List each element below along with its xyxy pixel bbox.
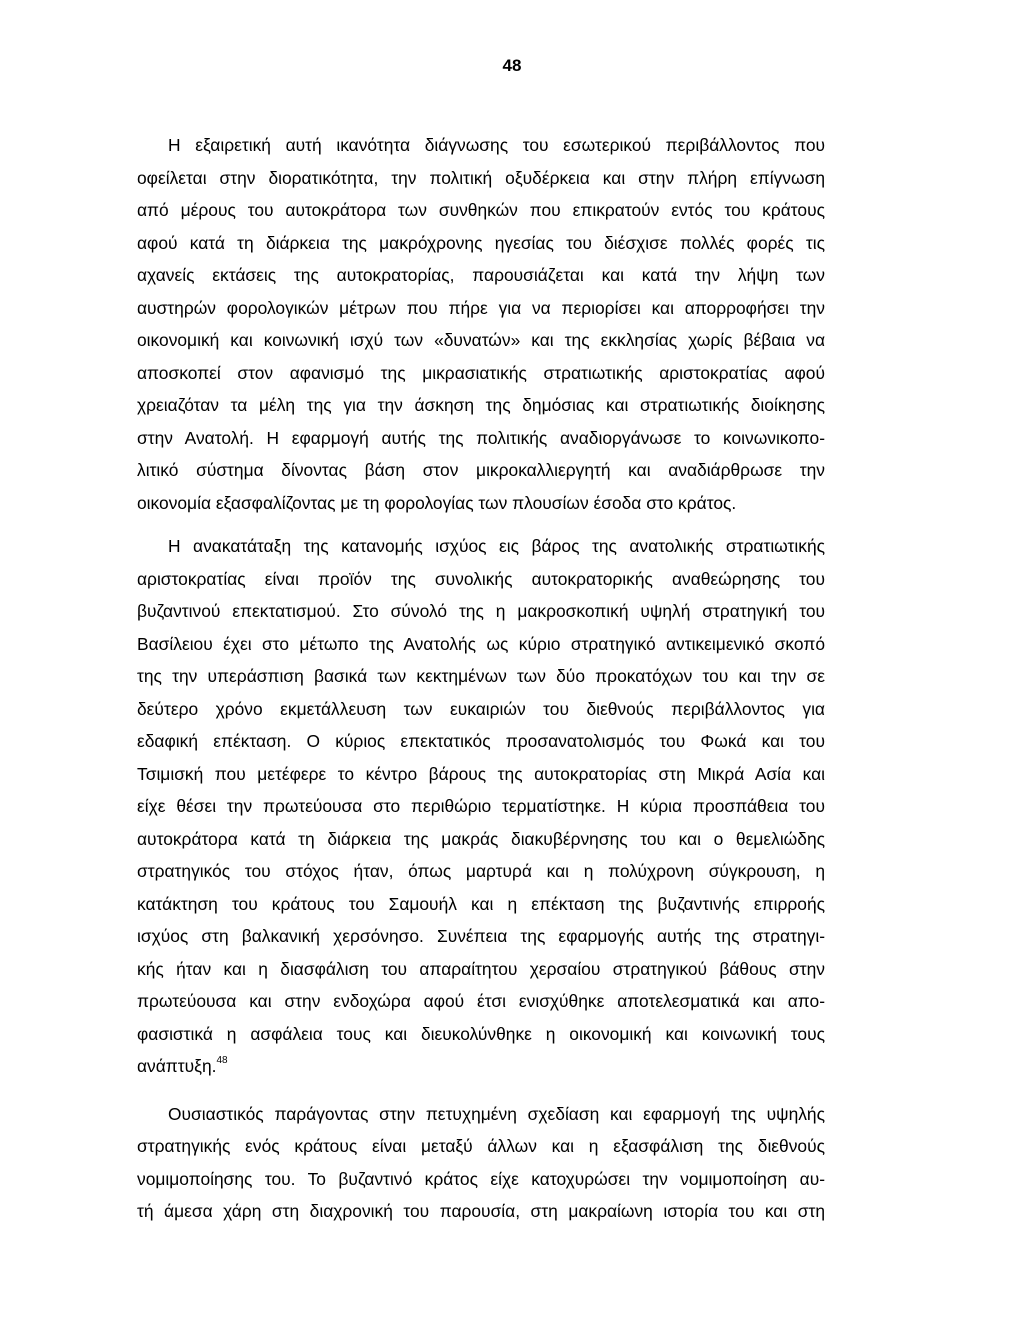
text-line: φασιστικά η ασφάλεια τους και διευκολύνθηκε η οικονομική και κοινωνική τους [137,1023,825,1044]
text-line: οφείλεται στην διορατικότητα, την πολιτική οξυδέρκεια και στην πλήρη επίγνωση [137,167,825,188]
paragraph [137,129,825,519]
text-line: αποσκοπεί στον αφανισμό της μικρασιατικής στρατιωτικής αριστοκρατίας αφού [137,362,825,383]
text-line: νομιμοποίησης του. Το βυζαντινό κράτος είχε κατοχυρώσει την νομιμοποίηση αυ- [137,1168,825,1189]
text-line: στην Ανατολή. Η εφαρμογή αυτής της πολιτικής αναδιοργάνωσε το κοινωνικοπο- [137,427,825,448]
text-line: οικονομία εξασφαλίζοντας με τη φορολογίας των πλουσίων έσοδα στο κράτος. [137,492,737,513]
text-line: της την υπεράσπιση βασικά των κεκτημένων των δύο προκατόχων του και την σε [137,666,825,686]
text-line-content: ανάπτυξη. [137,1056,217,1076]
text-line: ισχύος στη βαλκανική χερσόνησο. Συνέπεια της εφαρμογής αυτής της στρατηγι- [137,926,825,946]
text-line: βυζαντινού επεκτατισμού. Στο σύνολό της η μακροσκοπική υψηλή στρατηγική του [137,601,825,621]
text-line: Η ανακατάταξη της κατανομής ισχύος εις βάρος της ανατολικής στρατιωτικής [168,536,825,556]
text-line: εδαφική επέκταση. Ο κύριος επεκτατικός προσανατολισμός του Φωκά και του [137,731,825,751]
text-line: τή άμεσα χάρη στη διαχρονική του παρουσία, στη μακραίωνη ιστορία του και στη [137,1201,825,1221]
text-line: Τσιμισκή που μετέφερε το κέντρο βάρους της αυτοκρατορίας στη Μικρά Ασία και [137,763,825,784]
text-line: πρωτεύουσα και στην ενδοχώρα αφού έτσι ενισχύθηκε αποτελεσματικά και απο- [137,991,825,1011]
text-line: είχε θέσει την πρωτεύουσα στο περιθώριο τερματίστηκε. Η κύρια προσπάθεια του [137,796,825,816]
text-line: κής ήταν και η διασφάλιση του απαραίτητου χερσαίου στρατηγικού βάθους στην [137,958,825,979]
text-line: χρειαζόταν τα μέλη της για την άσκηση της δημόσιας και στρατιωτικής διοίκησης [137,395,825,415]
footnote-reference[interactable]: 48 [216,1055,228,1066]
text-line: στρατηγικός του στόχος ήταν, όπως μαρτυρά και η πολύχρονη σύγκρουση, η [137,861,825,881]
text-line: λιτικό σύστημα δίνοντας βάση στον μικροκαλλιεργητή και αναδιάρθρωσε την [137,460,825,480]
text-line: αυτοκράτορα κατά τη διάρκεια της μακράς διακυβέρνησης του και ο θεμελιώδης [137,828,825,849]
body-text [137,129,825,1228]
text-line: οικονομική και κοινωνική ισχύ των «δυνατών» και της εκκλησίας χωρίς βέβαια να [137,330,825,350]
text-line: αφού κατά τη διάρκεια της μακρόχρονης ηγεσίας του διέσχισε πολλές φορές τις [137,232,825,253]
text-line [137,1050,825,1087]
text-line: δεύτερο χρόνο εκμετάλλευση των ευκαιριών του διεθνούς περιβάλλοντος για [137,698,825,719]
text-line: από μέρους του αυτοκράτορα των συνθηκών που επικρατούν εντός του κράτους [137,200,825,220]
paragraph [137,530,825,1087]
text-line: Βασίλειου έχει στο μέτωπο της Ανατολής ως κύριο στρατηγικό αντικειμενικό σκοπό [137,633,825,654]
paragraph [137,1098,825,1228]
page-number: 48 [502,56,522,75]
text-line: Ουσιαστικός παράγοντας στην πετυχημένη σχεδίαση και εφαρμογή της υψηλής [168,1103,825,1124]
text-line: κατάκτηση του κράτους του Σαμουήλ και η επέκταση της βυζαντινής επιρροής [137,893,825,914]
text-line: στρατηγικής ενός κράτους είναι μεταξύ άλλων και η εξασφάλιση της διεθνούς [137,1136,825,1156]
text-line: αριστοκρατίας είναι προϊόν της συνολικής αυτοκρατορικής αναθεώρησης του [137,568,825,589]
text-line: αυστηρών φορολογικών μέτρων που πήρε για να περιορίσει και απορροφήσει την [137,297,825,318]
text-line: Η εξαιρετική αυτή ικανότητα διάγνωσης του εσωτερικού περιβάλλοντος που [168,135,825,155]
text-line: αχανείς εκτάσεις της αυτοκρατορίας, παρουσιάζεται και κατά την λήψη των [137,265,825,285]
